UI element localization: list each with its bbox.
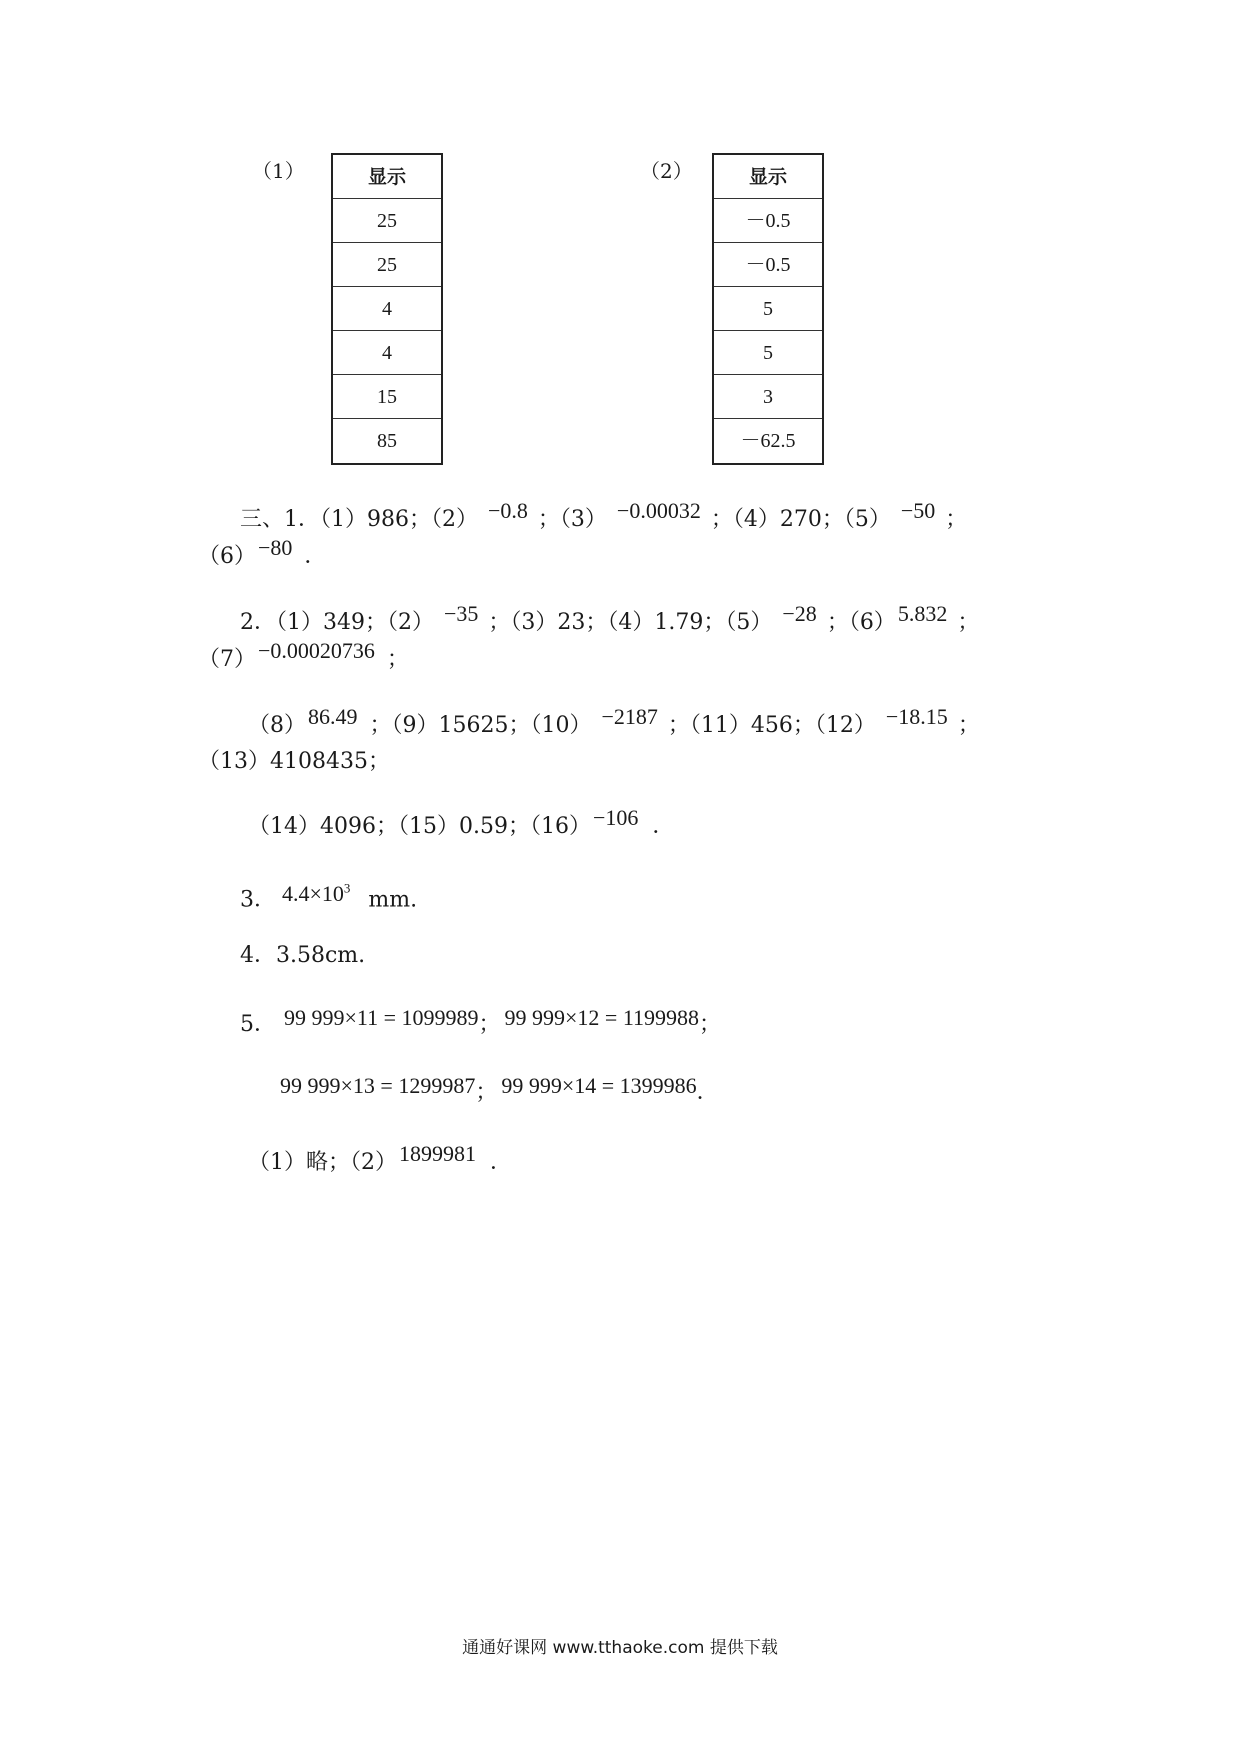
- table-2-label: （2）: [640, 159, 693, 183]
- q5-line-2: [280, 1073, 719, 1107]
- q2-answer-8: 86.49: [308, 704, 358, 729]
- q5-num: 5．: [240, 1012, 276, 1037]
- q3-answer: [282, 881, 350, 906]
- q2-line-5: [248, 805, 675, 841]
- q5-answer: 1899981: [399, 1141, 476, 1166]
- q5-equation-1: 99 999×11 = 1099989: [284, 1005, 479, 1030]
- q1-line-1: [240, 498, 968, 534]
- display-table-2: [712, 153, 824, 465]
- q2-part-13: （13）4108435；: [198, 749, 390, 774]
- table-cell: 5: [714, 287, 822, 331]
- q3-base: 4.4×10: [282, 881, 344, 907]
- q1-part-3: ；（3）: [537, 507, 607, 532]
- q1-answer-5: −50: [900, 498, 936, 523]
- table-cell: －0.5: [714, 199, 822, 243]
- q2-end: ．: [652, 814, 675, 839]
- q2-prefix: 2．（1）349；（2）: [240, 610, 434, 635]
- table-cell: 85: [377, 430, 397, 452]
- q5-line-1: [240, 1005, 722, 1039]
- q2-part-6: ；（6）: [826, 610, 896, 635]
- q5-sub: （1）略；（2）: [248, 1150, 397, 1175]
- q2-prefix-14: （14）4096；（15）0.59；（16）: [248, 814, 591, 839]
- q2-part-9: ；（9）15625；（10）: [369, 713, 592, 738]
- q5-sep-2: ；: [699, 1012, 722, 1037]
- q2-line-4: [198, 748, 390, 776]
- q2-part-7: （7）: [198, 647, 256, 672]
- q2-answer-12: −18.15: [885, 704, 948, 729]
- table-cell: 5: [714, 331, 822, 375]
- q5-end: ．: [490, 1150, 513, 1175]
- page-footer: 通通好课网 www.tthaoke.com 提供下载: [462, 1638, 778, 1658]
- q3-num: 3．: [240, 887, 276, 913]
- q3-unit: mm.: [368, 887, 418, 913]
- table-header: 显示: [714, 155, 822, 199]
- q1-part-5-end: ；: [945, 507, 968, 532]
- table-cell: 25: [333, 243, 441, 287]
- q2-answer-7: −0.00020736: [258, 638, 375, 663]
- q5-line-3: [248, 1141, 513, 1177]
- q1-part-6: （6）: [198, 544, 256, 569]
- q1-line-2: [198, 535, 327, 571]
- q1-answer-6: −80: [258, 535, 293, 560]
- table-cell: －62.5: [740, 430, 796, 452]
- q5-equation-3: 99 999×13 = 1299987: [280, 1073, 476, 1098]
- q3-exponent: 3: [343, 881, 351, 896]
- table-1-label: （1）: [252, 159, 305, 183]
- q2-answer-2: −35: [443, 601, 479, 626]
- q5-equation-4: 99 999×14 = 1399986: [501, 1073, 697, 1098]
- q5-sep-1: ；: [478, 1012, 501, 1037]
- q5-sep-3: ；: [475, 1080, 498, 1105]
- table-cell: 3: [714, 375, 822, 419]
- q2-part-12-end: ；: [957, 713, 980, 738]
- q2-answer-5: −28: [782, 601, 817, 626]
- q1-prefix: 三、1．（1）986；（2）: [240, 507, 478, 532]
- q4-text: 4．3.58cm.: [240, 943, 366, 968]
- table-cell: －0.5: [714, 243, 822, 287]
- q5-equation-2: 99 999×12 = 1199988: [504, 1005, 700, 1030]
- q2-part-8: （8）: [248, 713, 306, 738]
- q1-part-4: ；（4）270；（5）: [710, 507, 891, 532]
- table-header: 显示: [333, 155, 441, 199]
- q1-answer-3: −0.00032: [616, 498, 701, 523]
- q2-part-6-end: ；: [957, 610, 980, 635]
- q2-answer-16: −106: [592, 805, 639, 830]
- q3-line: [240, 880, 417, 914]
- q1-end: ．: [304, 544, 327, 569]
- table-cell: 4: [333, 287, 441, 331]
- q5-sep-4: ．: [696, 1080, 719, 1105]
- q2-answer-6: 5.832: [897, 601, 948, 626]
- q2-answer-10: −2187: [601, 704, 658, 729]
- display-table-1: [331, 153, 443, 465]
- table-cell: 4: [333, 331, 441, 375]
- table-cell: 15: [333, 375, 441, 419]
- q2-line-3: [248, 704, 980, 740]
- q2-line-2: [198, 638, 409, 674]
- q4-line: [240, 942, 365, 970]
- q2-part-7-end: ；: [386, 647, 409, 672]
- table-cell: 25: [333, 199, 441, 243]
- q2-line-1: [240, 601, 980, 637]
- q2-part-11: ；（11）456；（12）: [667, 713, 876, 738]
- q2-part-3: ；（3）23；（4）1.79；（5）: [488, 610, 773, 635]
- q1-answer-2: −0.8: [487, 498, 528, 523]
